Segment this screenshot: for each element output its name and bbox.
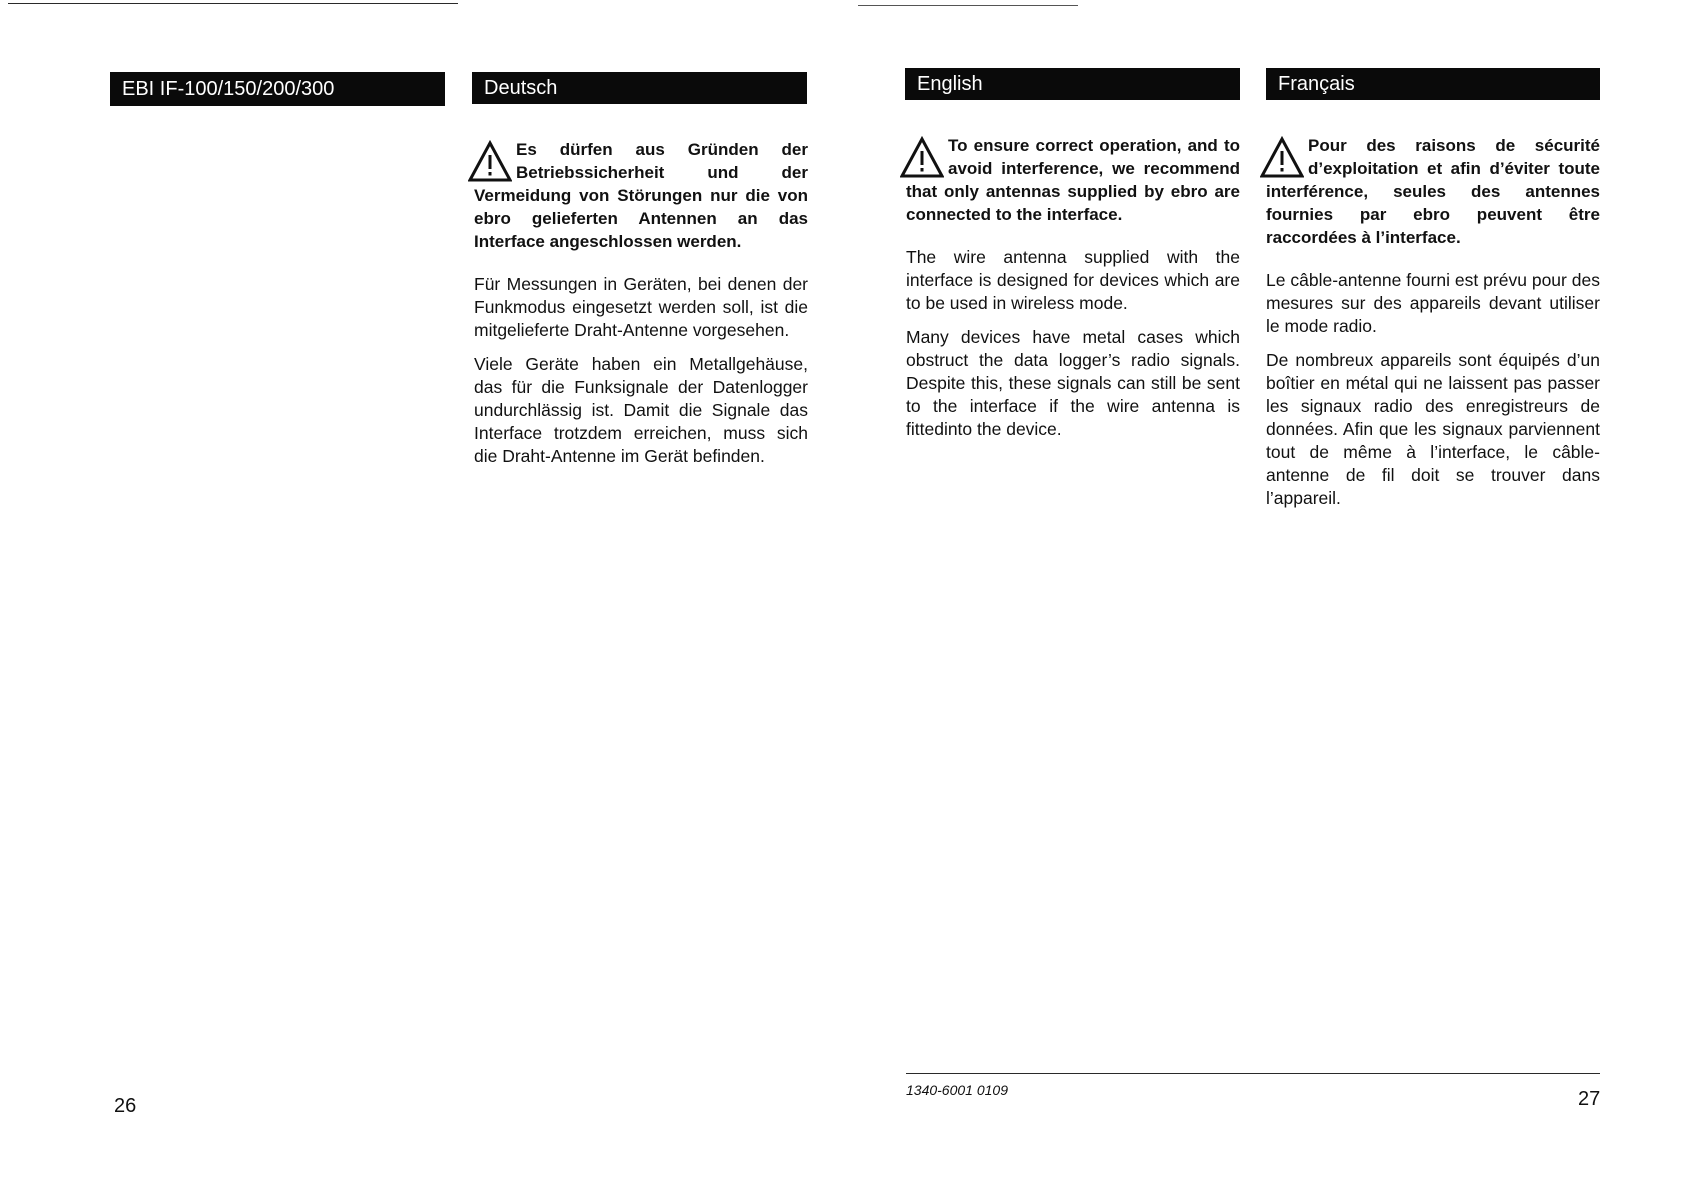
header-deutsch: Deutsch <box>472 72 807 104</box>
footer-rule <box>906 1073 1600 1074</box>
warning-deutsch <box>474 138 808 253</box>
warning-text-francais: Pour des raisons de sécurité d’exploitation et afin d’éviter toute interférence, seules des antennes fournies par ebro peuvent être raccordées à l’interface. <box>1266 136 1600 247</box>
paragraph-francais-2: De nombreux appareils sont équipés d’un boîtier en métal qui ne laissent pas passer les signaux radio des enregistreurs de données. Afin que les signaux parviennent tout de même à l’interface, le câble-antenne de fil doit se trouver dans l’appareil. <box>1266 350 1600 508</box>
page-number-left: 26 <box>114 1095 137 1117</box>
top-rule-right <box>858 5 1078 6</box>
warning-triangle-icon <box>900 136 944 180</box>
warning-triangle-icon <box>1260 136 1304 180</box>
left-page-header: EBI IF-100/150/200/300 <box>110 72 445 106</box>
warning-text-english: To ensure correct operation, and to avoid interference, we recommend that only antennas supplied by ebro are connected to the interface. <box>906 136 1240 224</box>
paragraph-english-1: The wire antenna supplied with the interface is designed for devices which are to be used in wireless mode. <box>906 247 1240 313</box>
column-english <box>906 134 1240 452</box>
page-number-right: 27 <box>1578 1088 1601 1110</box>
paragraph-english-2: Many devices have metal cases which obstruct the data logger’s radio signals. Despite this, these signals can still be sent to the interface if the wire antenna is fittedinto the device. <box>906 327 1240 439</box>
warning-francais <box>1266 134 1600 249</box>
warning-text-deutsch: Es dürfen aus Gründen der Betriebssicherheit und der Vermeidung von Störungen nur die von ebro gelieferten Antennen an das Interface angeschlossen werden. <box>474 140 808 251</box>
header-english: English <box>905 68 1240 100</box>
paragraph-deutsch-2: Viele Geräte haben ein Metallgehäuse, das für die Funksignale der Datenlogger undurchlässig ist. Damit die Signale das Interface trotzdem erreichen, muss sich die Draht-Antenne im Gerät befinden. <box>474 354 808 466</box>
paragraph-francais-1: Le câble-antenne fourni est prévu pour des mesures sur des appareils devant utiliser le mode radio. <box>1266 270 1600 336</box>
column-francais <box>1266 134 1600 521</box>
warning-english <box>906 134 1240 226</box>
header-francais: Français <box>1266 68 1600 100</box>
column-deutsch <box>474 138 808 479</box>
paragraph-deutsch-1: Für Messungen in Geräten, bei denen der Funkmodus eingesetzt werden soll, ist die mitgelieferte Draht-Antenne vorgesehen. <box>474 274 808 340</box>
warning-triangle-icon <box>468 140 512 184</box>
document-code: 1340-6001 0109 <box>906 1082 1008 1098</box>
top-rule-left <box>8 3 458 4</box>
